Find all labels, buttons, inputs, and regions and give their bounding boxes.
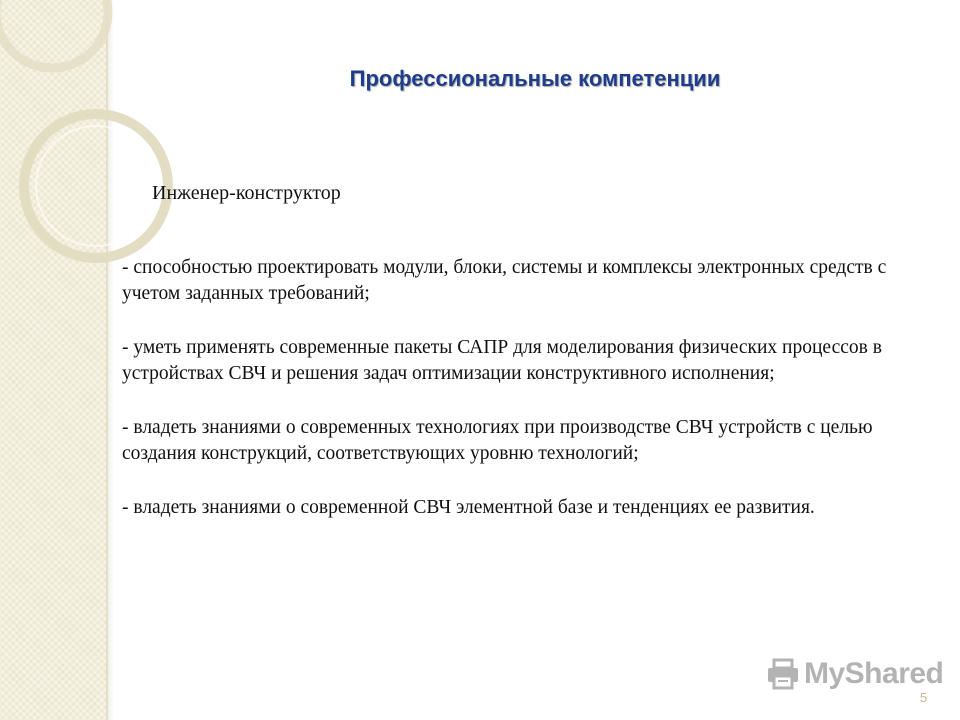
printer-icon [766, 658, 800, 690]
competency-item: - владеть знаниями о современных технологиях при производстве СВЧ устройств с целью создания конструкций, соответствующих уровню технологий; [122, 417, 873, 464]
competency-item: - владеть знаниями о современной СВЧ элементной базе и тенденциях ее развития. [122, 497, 815, 518]
competency-list [122, 255, 942, 549]
myshared-watermark [766, 654, 943, 694]
competency-item: - уметь применять современные пакеты САПР для моделирования физических процессов в устройствах СВЧ и решения задач оптимизации конструктивного исполнения; [122, 337, 882, 384]
slide-title: Профессиональные компетенции [349, 66, 721, 91]
page-number: 5 [920, 690, 928, 705]
watermark-text: MyShared [804, 657, 944, 690]
decorative-rings [0, 0, 180, 290]
slide-subtitle: Инженер-конструктор [152, 182, 341, 204]
competency-item: - способностью проектировать модули, блоки, системы и комплексы электронных средств с учетом заданных требований; [122, 257, 887, 304]
